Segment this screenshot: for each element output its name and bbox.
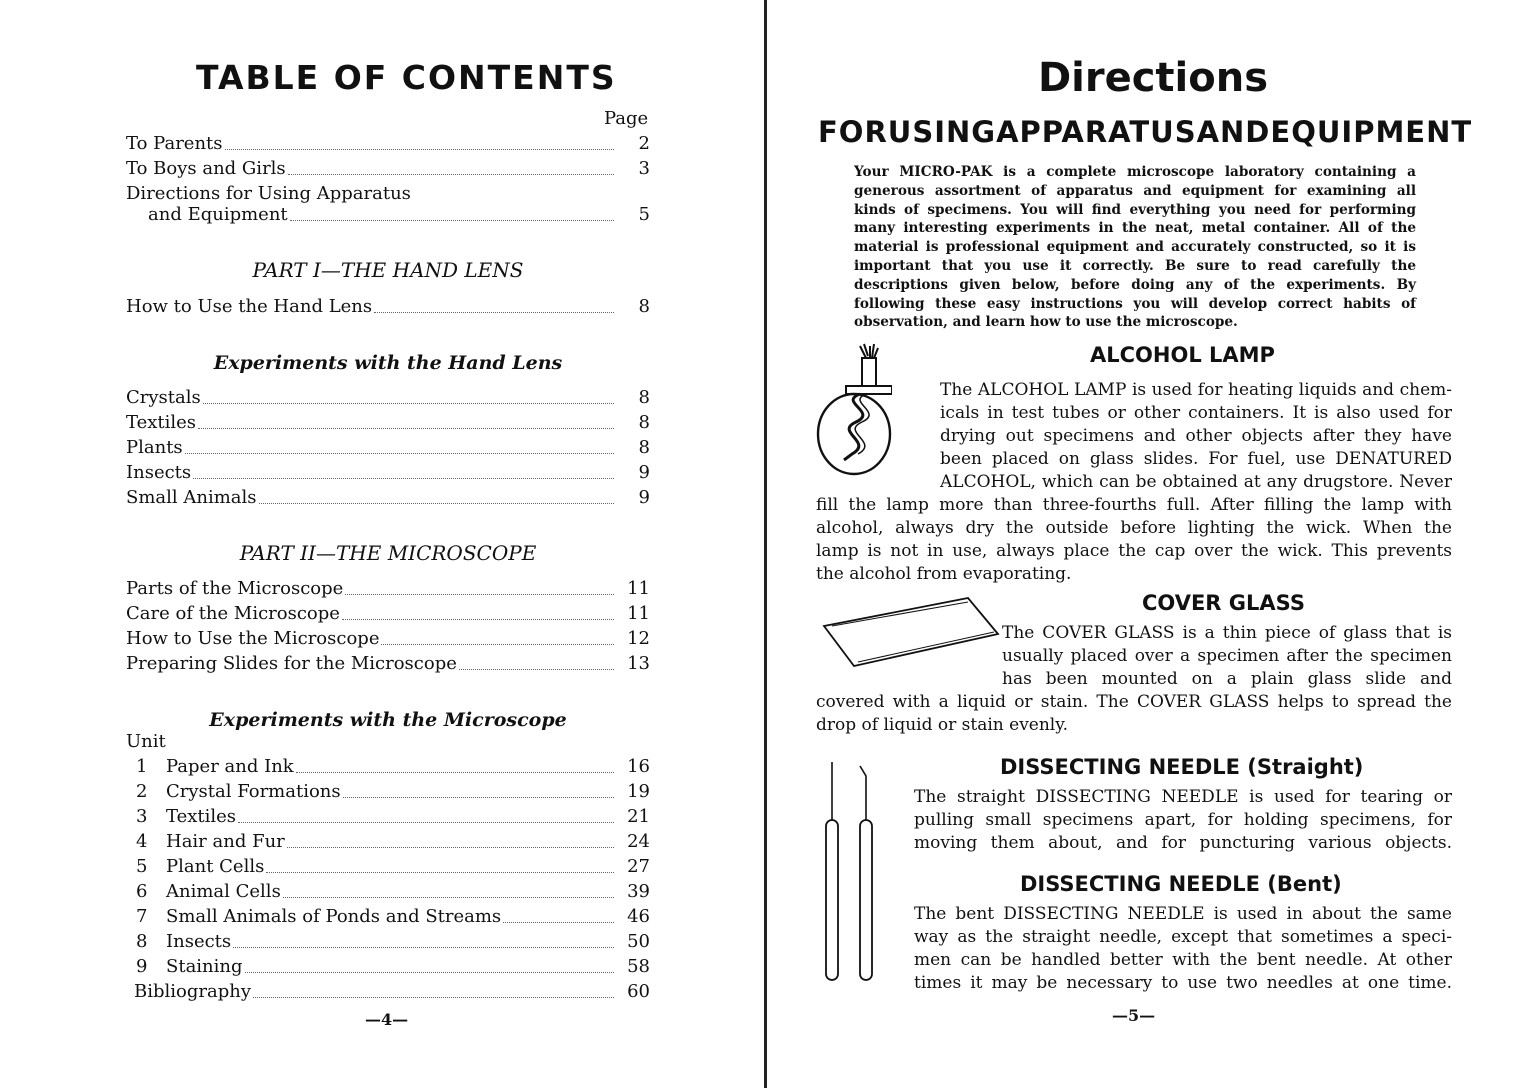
toc-entry-to-boys-girls[interactable] bbox=[126, 157, 650, 181]
toc-entry-label: Small Animals of Ponds and Streams bbox=[166, 906, 502, 927]
toc-entry-page: 5 bbox=[638, 204, 650, 225]
toc-entry-to-parents[interactable] bbox=[126, 132, 650, 156]
unit-number: 8 bbox=[136, 931, 148, 952]
alcohol-lamp-text-line: alcohol, always dry the outside before lighting the wick. When the bbox=[816, 518, 1452, 538]
directions-title: Directions bbox=[1037, 55, 1269, 101]
toc-entry-microscope[interactable] bbox=[126, 602, 650, 626]
needle-straight-heading: DISSECTING NEEDLE (Straight) bbox=[1000, 755, 1364, 779]
toc-entry-unit[interactable] bbox=[126, 755, 650, 779]
toc-entry-microscope[interactable] bbox=[126, 627, 650, 651]
toc-entry-page: 58 bbox=[627, 956, 650, 977]
toc-entry-page: 8 bbox=[638, 437, 650, 458]
cover-glass-text-line: The COVER GLASS is a thin piece of glass that is bbox=[1002, 623, 1452, 643]
cover-glass-text-line: covered with a liquid or stain. The COVER GLASS helps to spread the bbox=[816, 692, 1452, 712]
toc-entry-label: Crystal Formations bbox=[166, 781, 341, 802]
toc-title: TABLE OF CONTENTS bbox=[196, 58, 617, 97]
toc-entry-label: Parts of the Microscope bbox=[126, 578, 344, 599]
toc-entry-page: 50 bbox=[627, 931, 650, 952]
alcohol-lamp-text-line: been placed on glass slides. For fuel, use DENATURED bbox=[940, 449, 1452, 469]
alcohol-lamp-text-line: ALCOHOL, which can be obtained at any drugstore. Never bbox=[940, 472, 1452, 492]
leader-dots bbox=[459, 652, 614, 670]
leader-dots bbox=[288, 157, 614, 175]
toc-entry-label: To Parents bbox=[126, 133, 223, 154]
toc-entry-hand-lens-experiment[interactable] bbox=[126, 411, 650, 435]
leader-dots bbox=[266, 855, 614, 873]
toc-entry-label: Staining bbox=[166, 956, 243, 977]
toc-entry-page: 39 bbox=[627, 881, 650, 902]
toc-entry-hand-lens-experiment[interactable] bbox=[126, 436, 650, 460]
subtitle-word: USING bbox=[887, 115, 997, 149]
unit-number: 1 bbox=[136, 756, 148, 777]
cover-glass-text-line: has been mounted on a plain glass slide and bbox=[1002, 669, 1452, 689]
toc-entry-hand-lens-experiment[interactable] bbox=[126, 386, 650, 410]
needle-bent-heading: DISSECTING NEEDLE (Bent) bbox=[1020, 872, 1342, 896]
toc-entry-page: 8 bbox=[638, 387, 650, 408]
toc-entry-label: Crystals bbox=[126, 387, 201, 408]
leader-dots bbox=[290, 203, 614, 221]
toc-entry-directions[interactable] bbox=[126, 203, 650, 227]
needle-bent-text-line: times it may be necessary to use two needles at one time. bbox=[914, 973, 1452, 993]
subtitle-word: APPARATUS bbox=[996, 115, 1197, 149]
book-spine bbox=[764, 0, 767, 1088]
needle-straight-text-line: moving them about, and for puncturing various objects. bbox=[914, 833, 1452, 853]
toc-entry-label: Plant Cells bbox=[166, 856, 265, 877]
alcohol-lamp-text-line: drying out specimens and other objects after they have bbox=[940, 426, 1452, 446]
subtitle-word: EQUIPMENT bbox=[1270, 115, 1473, 149]
toc-entry-unit[interactable] bbox=[126, 955, 650, 979]
unit-number: 5 bbox=[136, 856, 148, 877]
toc-entry-page: 12 bbox=[627, 628, 650, 649]
toc-entry-label: Hair and Fur bbox=[166, 831, 285, 852]
leader-dots bbox=[193, 461, 614, 479]
toc-entry-hand-lens-experiment[interactable] bbox=[126, 486, 650, 510]
needle-straight-text-line: pulling small specimens apart, for holding specimens, for bbox=[914, 810, 1452, 830]
leader-dots bbox=[245, 955, 614, 973]
toc-entry-label: Preparing Slides for the Microscope bbox=[126, 653, 457, 674]
cover-glass-illustration bbox=[822, 594, 1004, 670]
toc-entry-label: Small Animals bbox=[126, 487, 257, 508]
right-page bbox=[768, 0, 1538, 1088]
toc-entry-label: How to Use the Hand Lens bbox=[126, 296, 373, 317]
leader-dots bbox=[233, 930, 614, 948]
toc-entry-page: 11 bbox=[627, 603, 650, 624]
unit-number: 6 bbox=[136, 881, 148, 902]
alcohol-lamp-text-line: fill the lamp more than three-fourths full. After filling the lamp with bbox=[816, 495, 1452, 515]
toc-entry-page: 3 bbox=[638, 158, 650, 179]
leader-dots bbox=[185, 436, 614, 454]
cover-glass-text-line: usually placed over a specimen after the specimen bbox=[1002, 646, 1452, 666]
toc-entry-page: 24 bbox=[627, 831, 650, 852]
unit-number: 7 bbox=[136, 906, 148, 927]
leader-dots bbox=[503, 905, 614, 923]
part1-title: PART I—THE HAND LENS bbox=[252, 258, 524, 282]
unit-number: 9 bbox=[136, 956, 148, 977]
leader-dots bbox=[283, 880, 614, 898]
toc-entry-label: Insects bbox=[126, 462, 192, 483]
leader-dots bbox=[287, 830, 614, 848]
toc-entry-label: Care of the Microscope bbox=[126, 603, 340, 624]
toc-entry-unit[interactable] bbox=[126, 780, 650, 804]
unit-number: 4 bbox=[136, 831, 148, 852]
toc-entry-page: 9 bbox=[638, 487, 650, 508]
cover-glass-heading: COVER GLASS bbox=[1142, 591, 1305, 615]
leader-dots bbox=[198, 411, 614, 429]
left-page bbox=[0, 0, 765, 1088]
toc-entry-label: To Boys and Girls bbox=[126, 158, 286, 179]
alcohol-lamp-text-line: the alcohol from evaporating. bbox=[816, 564, 1072, 584]
unit-number: 2 bbox=[136, 781, 148, 802]
toc-entry-page: 27 bbox=[627, 856, 650, 877]
alcohol-lamp-text-line: The ALCOHOL LAMP is used for heating liquids and chem- bbox=[940, 380, 1452, 400]
unit-number: 3 bbox=[136, 806, 148, 827]
leader-dots bbox=[238, 805, 614, 823]
toc-entry-page: 46 bbox=[627, 906, 650, 927]
needle-bent-text-line: The bent DISSECTING NEEDLE is used in about the same bbox=[914, 904, 1452, 924]
cover-glass-text-line: drop of liquid or stain evenly. bbox=[816, 715, 1068, 735]
needle-bent-text-line: men can be handled better with the bent needle. At other bbox=[914, 950, 1452, 970]
toc-entry-unit[interactable] bbox=[126, 880, 650, 904]
needle-straight-text-line: The straight DISSECTING NEEDLE is used for tearing or bbox=[914, 787, 1452, 807]
toc-entry-unit[interactable] bbox=[126, 905, 650, 929]
page-column-header: Page bbox=[604, 108, 649, 129]
toc-entry-label: and Equipment bbox=[148, 204, 288, 225]
folio-left: —4— bbox=[365, 1010, 409, 1029]
toc-entry-microscope[interactable] bbox=[126, 577, 650, 601]
toc-entry-page: 16 bbox=[627, 756, 650, 777]
leader-dots bbox=[342, 602, 614, 620]
dissecting-needles-illustration bbox=[822, 760, 884, 986]
toc-entry-label: Animal Cells bbox=[166, 881, 281, 902]
alcohol-lamp-text-line: icals in test tubes or other containers. It is also used for bbox=[940, 403, 1452, 423]
toc-entry-label: Bibliography bbox=[134, 981, 251, 1002]
directions-subtitle bbox=[818, 115, 1473, 149]
toc-entry-hand-lens[interactable] bbox=[126, 295, 650, 319]
toc-entry-label: Paper and Ink bbox=[166, 756, 294, 777]
toc-entry-label: How to Use the Microscope bbox=[126, 628, 380, 649]
leader-dots bbox=[296, 755, 614, 773]
toc-entry-page: 60 bbox=[627, 981, 650, 1002]
leader-dots bbox=[343, 780, 614, 798]
toc-entry-page: 21 bbox=[627, 806, 650, 827]
toc-entry-bibliography[interactable] bbox=[134, 980, 650, 1004]
leader-dots bbox=[345, 577, 614, 595]
alcohol-lamp-illustration bbox=[816, 342, 892, 478]
toc-entry-directions-line1[interactable]: Directions for Using Apparatus bbox=[126, 183, 411, 204]
leader-dots bbox=[374, 295, 614, 313]
toc-entry-unit[interactable] bbox=[126, 805, 650, 829]
toc-entry-page: 8 bbox=[638, 296, 650, 317]
unit-label: Unit bbox=[126, 731, 166, 752]
toc-entry-unit[interactable] bbox=[126, 930, 650, 954]
exp2-title: Experiments with the Microscope bbox=[209, 709, 567, 731]
toc-entry-label: Plants bbox=[126, 437, 183, 458]
toc-entry-label: Insects bbox=[166, 931, 232, 952]
toc-entry-page: 13 bbox=[627, 653, 650, 674]
toc-entry-unit[interactable] bbox=[126, 855, 650, 879]
alcohol-lamp-text-line: lamp is not in use, always place the cap over the wick. This prevents bbox=[816, 541, 1452, 561]
toc-entry-page: 2 bbox=[638, 133, 650, 154]
exp1-title: Experiments with the Hand Lens bbox=[213, 352, 563, 374]
intro-paragraph: Your MICRO-PAK is a complete microscope laboratory containing a generous assortment of apparatus and equipment for examining all kinds of specimens. You will find everything you need for performing many interesting experiments in the neat, metal container. All of the material is professional equipment and accurately constructed, so it is important that you use it correctly. Be sure to read carefully the descriptions given below, before doing any of the experiments. By following these easy instructions you will develop correct habits of observation, and learn how to use the microscope. bbox=[854, 164, 1416, 331]
alcohol-lamp-heading: ALCOHOL LAMP bbox=[1090, 343, 1275, 367]
toc-entry-page: 19 bbox=[627, 781, 650, 802]
leader-dots bbox=[259, 486, 614, 504]
leader-dots bbox=[253, 980, 614, 998]
folio-right: —5— bbox=[1112, 1006, 1156, 1025]
needle-bent-text-line: way as the straight needle, except that sometimes a speci- bbox=[914, 927, 1452, 947]
toc-entry-unit[interactable] bbox=[126, 830, 650, 854]
leader-dots bbox=[203, 386, 614, 404]
subtitle-word: AND bbox=[1196, 115, 1271, 149]
leader-dots bbox=[381, 627, 614, 645]
toc-entry-hand-lens-experiment[interactable] bbox=[126, 461, 650, 485]
toc-entry-page: 8 bbox=[638, 412, 650, 433]
toc-entry-label: Textiles bbox=[126, 412, 197, 433]
part2-title: PART II—THE MICROSCOPE bbox=[239, 541, 537, 565]
toc-entry-microscope[interactable] bbox=[126, 652, 650, 676]
toc-entry-page: 11 bbox=[627, 578, 650, 599]
subtitle-word: FOR bbox=[818, 115, 888, 149]
toc-entry-label: Textiles bbox=[166, 806, 237, 827]
leader-dots bbox=[225, 132, 614, 150]
toc-entry-page: 9 bbox=[638, 462, 650, 483]
